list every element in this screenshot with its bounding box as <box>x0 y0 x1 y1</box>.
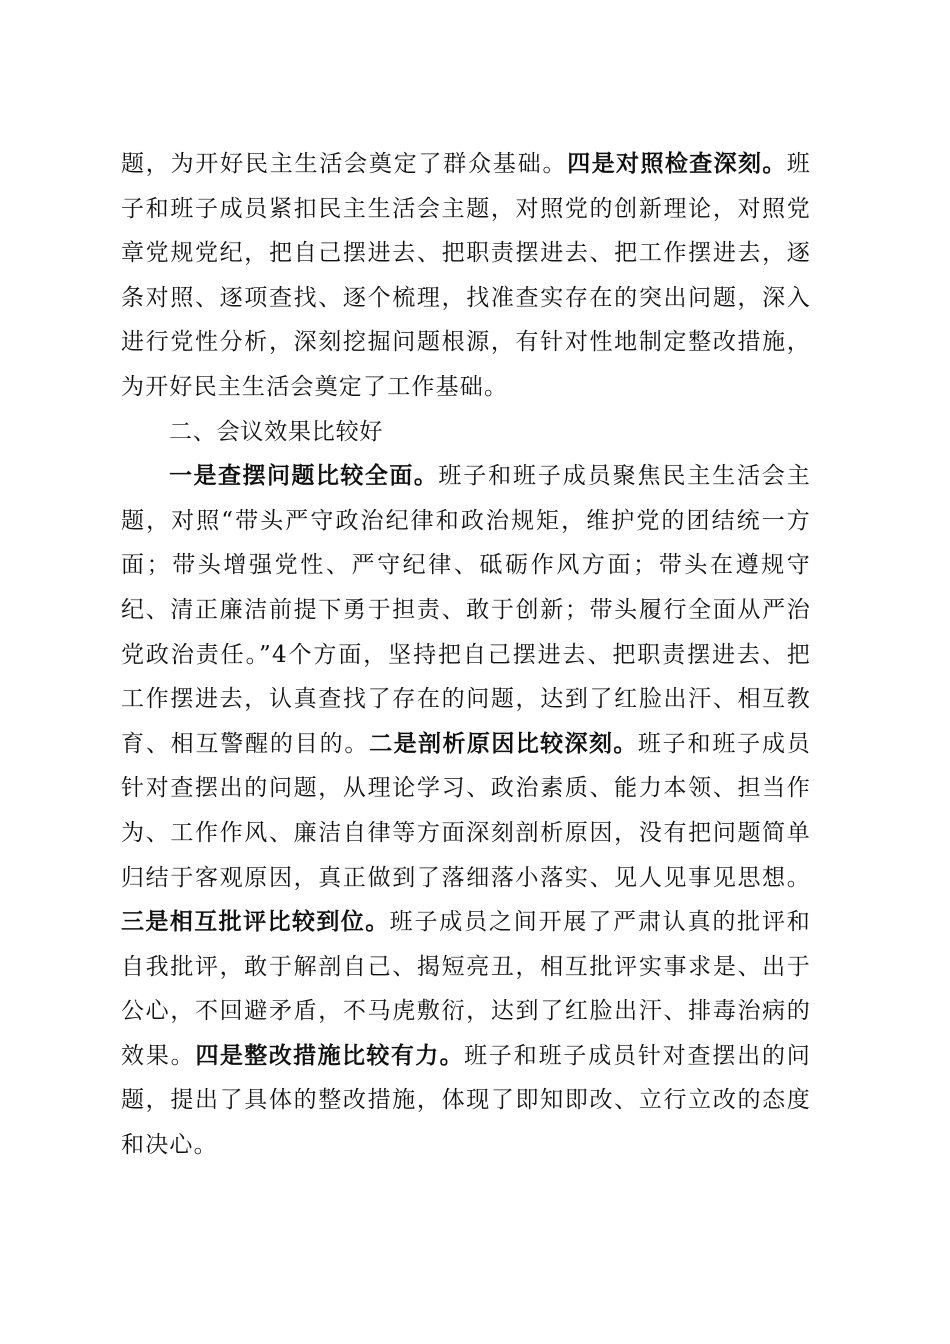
bold-lead-sentence: 一是查摆问题比较全面。 <box>169 463 439 490</box>
paragraph-continuation <box>121 142 811 410</box>
section-heading: 二、会议效果比较好 <box>169 418 384 445</box>
paragraph-text: 班子和班子成员紧扣民主生活会主题，对照党的创新理论，对照党章党规党纪，把自己摆进去、把职责摆进去、把工作摆进去，逐条对照、逐项查找、逐个梳理，找准查实存在的突出问题，深入进行党性分析，深刻挖掘问题根源，有针对性地制定整改措施，为开好民主生活会奠定了工作基础。 <box>121 151 811 400</box>
bold-lead-sentence: 二是剖析原因比较深刻。 <box>369 730 638 757</box>
paragraph-text: 班子和班子成员聚焦民主生活会主题，对照“带头严守政治纪律和政治规矩，维护党的团结统一方面；带头增强党性、严守纪律、砥砺作风方面；带头在遵规守纪、清正廉洁前提下勇于担责、敢于创新；带头履行全面从严治党政治责任。”4个方面，坚持把自己摆进去、把职责摆进去、把工作摆进去，认真查找了存在的问题，达到了红脸出汗、相互教育、相互警醒的目的。 <box>121 463 811 757</box>
paragraph-text: 题，为开好民主生活会奠定了群众基础。 <box>121 151 568 177</box>
paragraph-text: 班子和班子成员针对查摆出的问题，从理论学习、政治素质、能力本领、担当作为、工作作风、廉洁自律等方面深刻剖析原因，没有把问题简单归结于客观原因，真正做到了落细落小落实、见人见事见思想。 <box>121 730 811 891</box>
bold-lead-sentence: 三是相互批评比较到位。 <box>121 909 390 936</box>
paragraph-text: 班子和班子成员针对查摆出的问题，提出了具体的整改措施，体现了即知即改、立行立改的态度和决心。 <box>121 1042 811 1159</box>
document-body <box>121 142 811 1168</box>
paragraph-text: 班子成员之间开展了严肃认真的批评和自我批评，敢于解剖自己、揭短亮丑，相互批评实事求是、出于公心，不回避矛盾，不马虎敷衍，达到了红脸出汗、排毒治病的效果。 <box>121 909 811 1069</box>
bold-lead-sentence: 四是整改措施比较有力。 <box>195 1042 465 1069</box>
paragraph-meeting-effects <box>121 454 811 1168</box>
bold-lead-sentence: 四是对照检查深刻。 <box>567 151 787 177</box>
